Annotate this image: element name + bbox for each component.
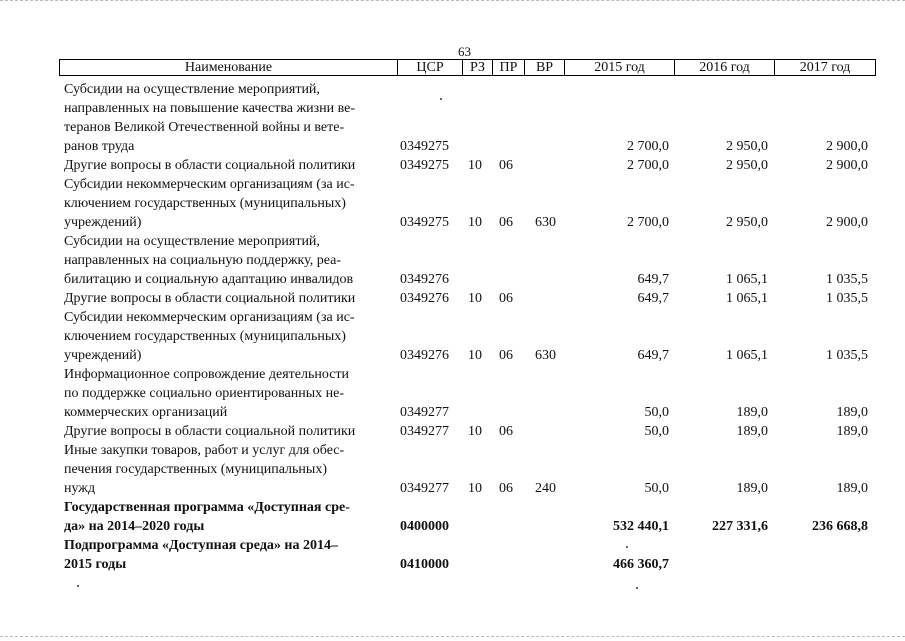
row-name-line: нужд (64, 481, 96, 496)
row-name-line: Государственная программа «Доступная сре- (64, 500, 350, 515)
table-row (0, 156, 905, 175)
header-2016: 2016 год (675, 60, 775, 75)
row-name-line: Подпрограмма «Доступная среда» на 2014– (64, 538, 338, 553)
row-rz: 10 (468, 348, 482, 363)
row-name-line: Другие вопросы в области социальной политики (64, 424, 356, 439)
table-header (59, 59, 876, 76)
table-row (0, 80, 905, 156)
row-value-2016: 1 065,1 (726, 291, 768, 306)
row-name-line: билитацию и социальную адаптацию инвалидов (64, 272, 354, 287)
row-value-2015: 50,0 (644, 424, 669, 439)
row-name-line: направленных на социальную поддержку, реа- (64, 253, 341, 268)
header-2017: 2017 год (799, 60, 851, 75)
row-value-2016: 2 950,0 (726, 215, 768, 230)
row-csr: 0349276 (400, 348, 449, 363)
row-value-2015: 50,0 (644, 405, 669, 420)
table-row (0, 365, 905, 422)
scan-speck (77, 585, 79, 587)
table-row (0, 232, 905, 289)
row-value-2015: 50,0 (644, 481, 669, 496)
row-name (64, 422, 394, 441)
row-pr: 06 (499, 348, 513, 363)
row-name-line: 2015 годы (64, 557, 127, 572)
row-name (64, 308, 394, 365)
table-row (0, 308, 905, 365)
row-value-2015: 649,7 (637, 291, 669, 306)
row-name-line: Иные закупки товаров, работ и услуг для обес- (64, 443, 345, 458)
row-pr: 06 (499, 424, 513, 439)
row-name (64, 365, 394, 422)
table-row (0, 498, 905, 536)
row-name-line: учреждений) (64, 348, 142, 363)
row-csr: 0349276 (400, 291, 449, 306)
row-value-2016: 2 950,0 (726, 158, 768, 173)
row-name-line: Субсидии на осуществление мероприятий, (64, 234, 320, 249)
row-value-2016: 189,0 (736, 405, 768, 420)
row-csr: 0349277 (400, 481, 449, 496)
page-number: 63 (458, 44, 471, 59)
row-value-2016: 189,0 (736, 481, 768, 496)
row-name-line: да» на 2014–2020 годы (64, 519, 205, 534)
row-name-line: теранов Великой Отечественной войны и вете- (64, 120, 345, 135)
row-name (64, 536, 394, 574)
row-vr: 630 (535, 215, 556, 230)
row-name (64, 441, 394, 498)
row-name-line: коммерческих организаций (64, 405, 228, 420)
row-pr: 06 (499, 291, 513, 306)
row-csr: 0349277 (400, 424, 449, 439)
row-csr: 0349276 (400, 272, 449, 287)
row-rz: 10 (468, 291, 482, 306)
table-row (0, 175, 905, 232)
row-csr: 0349275 (400, 158, 449, 173)
row-csr: 0349277 (400, 405, 449, 420)
row-name-line: Субсидии на осуществление мероприятий, (64, 82, 320, 97)
row-value-2017: 2 900,0 (826, 158, 868, 173)
header-csr: ЦСР (398, 60, 463, 75)
row-value-2017: 2 900,0 (826, 215, 868, 230)
row-name-line: печения государственных (муниципальных) (64, 462, 327, 477)
row-value-2015: 2 700,0 (627, 158, 669, 173)
row-name (64, 80, 394, 156)
row-value-2015: 2 700,0 (627, 139, 669, 154)
row-csr: 0400000 (400, 519, 449, 534)
row-value-2016: 189,0 (736, 424, 768, 439)
row-name (64, 232, 394, 289)
row-value-2017: 189,0 (836, 481, 868, 496)
row-pr: 06 (499, 215, 513, 230)
row-name-line: Субсидии некоммерческим организациям (за ис- (64, 177, 355, 192)
row-value-2017: 189,0 (836, 405, 868, 420)
row-name-line: учреждений) (64, 215, 142, 230)
header-name: Наименование (60, 60, 398, 75)
header-vr: ВР (525, 60, 565, 75)
row-value-2015: 649,7 (637, 272, 669, 287)
row-name-line: по поддержке социально ориентированных не- (64, 386, 344, 401)
row-value-2015: 649,7 (637, 348, 669, 363)
row-value-2017: 236 668,8 (812, 519, 868, 534)
row-name-line: ключением государственных (муниципальных) (64, 329, 346, 344)
scan-speck (636, 587, 638, 589)
row-name-line: ключением государственных (муниципальных) (64, 196, 346, 211)
row-name-line: ранов труда (64, 139, 135, 154)
table-row (0, 422, 905, 441)
scan-speck (626, 546, 628, 548)
row-value-2017: 1 035,5 (826, 291, 868, 306)
row-name-line: направленных на повышение качества жизни ве- (64, 101, 356, 116)
row-value-2017: 1 035,5 (826, 272, 868, 287)
row-name-line: Другие вопросы в области социальной политики (64, 158, 356, 173)
row-rz: 10 (468, 481, 482, 496)
header-2015: 2015 год (565, 60, 675, 75)
table-row (0, 289, 905, 308)
row-vr: 630 (535, 348, 556, 363)
row-name-line: Другие вопросы в области социальной политики (64, 291, 356, 306)
row-rz: 10 (468, 424, 482, 439)
row-csr: 0349275 (400, 215, 449, 230)
row-name (64, 175, 394, 232)
table-row (0, 536, 905, 574)
row-value-2017: 1 035,5 (826, 348, 868, 363)
row-value-2016: 227 331,6 (712, 519, 768, 534)
scan-top-edge (0, 0, 905, 5)
row-value-2015: 2 700,0 (627, 215, 669, 230)
header-pr: ПР (493, 60, 525, 75)
row-vr: 240 (535, 481, 556, 496)
scan-speck (440, 98, 442, 100)
row-name (64, 498, 394, 536)
header-rz: РЗ (463, 60, 493, 75)
row-value-2017: 189,0 (836, 424, 868, 439)
row-name (64, 289, 394, 308)
row-csr: 0349275 (400, 139, 449, 154)
row-name (64, 156, 394, 175)
row-csr: 0410000 (400, 557, 449, 572)
row-value-2015: 532 440,1 (613, 519, 669, 534)
row-pr: 06 (499, 481, 513, 496)
row-pr: 06 (499, 158, 513, 173)
row-value-2016: 1 065,1 (726, 348, 768, 363)
row-rz: 10 (468, 158, 482, 173)
row-name-line: Субсидии некоммерческим организациям (за ис- (64, 310, 355, 325)
row-value-2016: 1 065,1 (726, 272, 768, 287)
table-row (0, 441, 905, 498)
row-value-2015: 466 360,7 (613, 557, 669, 572)
row-name-line: Информационное сопровождение деятельности (64, 367, 350, 382)
row-value-2017: 2 900,0 (826, 139, 868, 154)
scan-bottom-edge (0, 636, 905, 641)
row-value-2016: 2 950,0 (726, 139, 768, 154)
row-rz: 10 (468, 215, 482, 230)
